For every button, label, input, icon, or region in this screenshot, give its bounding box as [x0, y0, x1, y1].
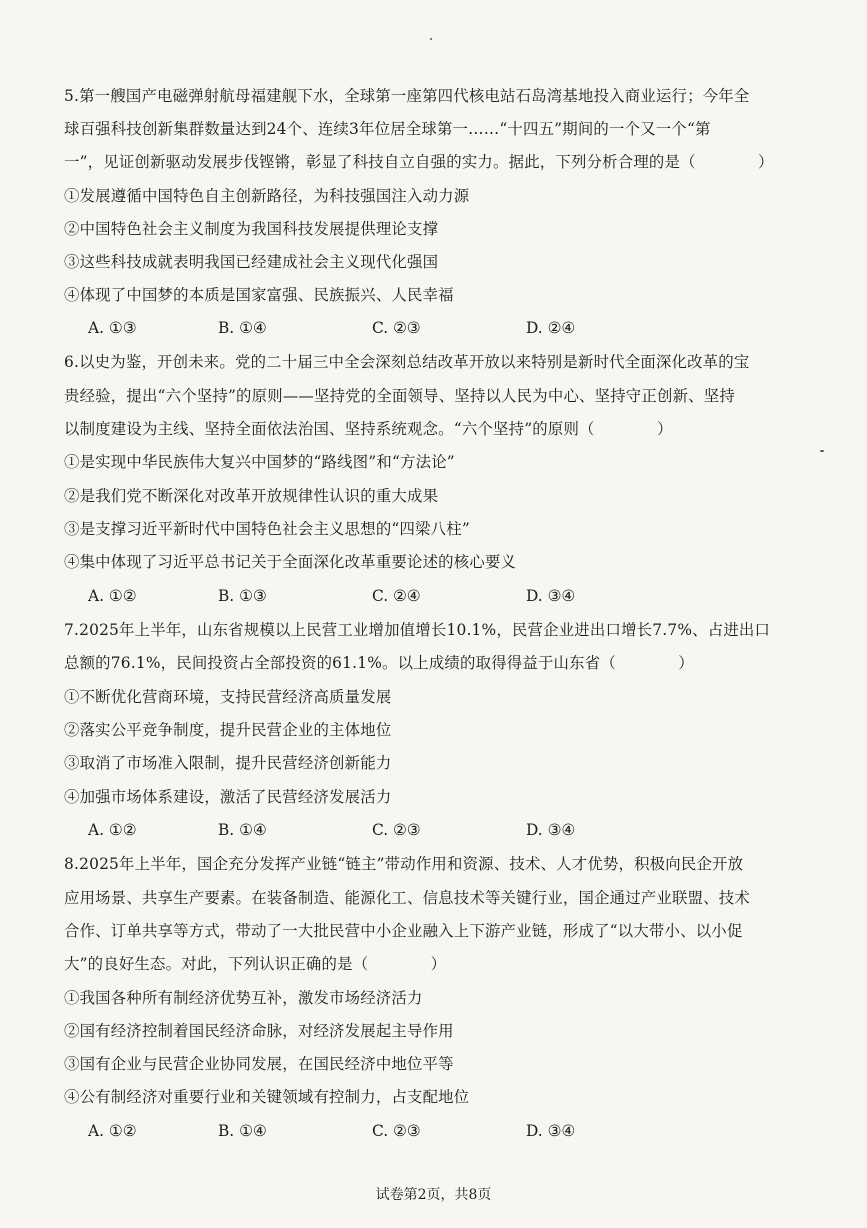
option-c: C. ②③ — [372, 319, 421, 337]
question-stem-line: 球百强科技创新集群数量达到24个、连续3年位居全球第一……“十四五”期间的一个又一个“第 — [64, 120, 711, 138]
question-stem-line: 以制度建设为主线、坚持全面依法治国、坚持系统观念。“六个坚持”的原则（ ） — [64, 420, 673, 438]
question-stem-line: 应用场景、共享生产要素。在装备制造、能源化工、信息技术等关键行业，国企通过产业联盟、技术 — [64, 889, 750, 907]
question-stem-line: 一”，见证创新驱动发展步伐铿锵，彰显了科技自立自强的实力。据此，下列分析合理的是（ ） — [64, 153, 774, 171]
statement: ②落实公平竞争制度，提升民营企业的主体地位 — [64, 721, 392, 739]
option-d: D. ②④ — [526, 319, 576, 337]
page-footer: 试卷第2页，共8页 — [375, 1187, 492, 1203]
question-stem-line: 5.第一艘国产电磁弹射航母福建舰下水，全球第一座第四代核电站石岛湾基地投入商业运行；今年全 — [64, 87, 750, 105]
statement: ①我国各种所有制经济优势互补，激发市场经济活力 — [64, 989, 423, 1007]
option-a: A. ①③ — [88, 319, 137, 337]
question-stem-line: 大”的良好生态。对此，下列认识正确的是（ ） — [64, 955, 447, 973]
statement: ④加强市场体系建设，激活了民营经济发展活力 — [64, 788, 392, 806]
question-stem-line: 总额的76.1%，民间投资占全部投资的61.1%。以上成绩的取得得益于山东省（ ） — [64, 654, 694, 672]
question-stem-line: 7.2025年上半年，山东省规模以上民营工业增加值增长10.1%，民营企业进出口增长7.7%、占进出口 — [64, 621, 771, 639]
option-d: D. ③④ — [526, 587, 576, 605]
statement: ③国有企业与民营企业协同发展，在国民经济中地位平等 — [64, 1055, 454, 1073]
option-a: A. ①② — [88, 587, 137, 605]
question-stem-line: 贵经验，提出“六个坚持”的原则——坚持党的全面领导、坚持以人民为中心、坚持守正创新、坚持 — [64, 387, 735, 405]
question-stem-line: 合作、订单共享等方式，带动了一大批民营中小企业融入上下游产业链，形成了“以大带小、以小促 — [64, 922, 743, 940]
scan-speck — [820, 450, 824, 452]
option-b: B. ①③ — [218, 587, 267, 605]
statement: ④体现了中国梦的本质是国家富强、民族振兴、人民幸福 — [64, 286, 454, 304]
option-a: A. ①② — [88, 1122, 137, 1140]
statement: ④公有制经济对重要行业和关键领域有控制力，占支配地位 — [64, 1088, 470, 1106]
statement: ①不断优化营商环境，支持民营经济高质量发展 — [64, 688, 392, 706]
statement: ④集中体现了习近平总书记关于全面深化改革重要论述的核心要义 — [64, 553, 517, 571]
option-c: C. ②④ — [372, 587, 421, 605]
statement: ②中国特色社会主义制度为我国科技发展提供理论支撑 — [64, 220, 439, 238]
statement: ②国有经济控制着国民经济命脉，对经济发展起主导作用 — [64, 1022, 454, 1040]
statement: ③这些科技成就表明我国已经建成社会主义现代化强国 — [64, 253, 439, 271]
statement: ①发展遵循中国特色自主创新路径，为科技强国注入动力源 — [64, 187, 470, 205]
scan-speck — [430, 38, 432, 40]
statement: ③取消了市场准入限制，提升民营经济创新能力 — [64, 754, 392, 772]
statement: ①是实现中华民族伟大复兴中国梦的“路线图”和“方法论” — [64, 453, 455, 471]
statement: ③是支撑习近平新时代中国特色社会主义思想的“四梁八柱” — [64, 520, 470, 538]
option-d: D. ③④ — [526, 1122, 576, 1140]
option-d: D. ③④ — [526, 821, 576, 839]
option-b: B. ①④ — [218, 319, 267, 337]
question-stem-line: 8.2025年上半年，国企充分发挥产业链“链主”带动作用和资源、技术、人才优势，积极向民企开放 — [64, 855, 744, 873]
question-stem-line: 6.以史为鉴，开创未来。党的二十届三中全会深刻总结改革开放以来特别是新时代全面深化改革的宝 — [64, 353, 750, 371]
statement: ②是我们党不断深化对改革开放规律性认识的重大成果 — [64, 487, 439, 505]
option-b: B. ①④ — [218, 1122, 267, 1140]
option-c: C. ②③ — [372, 821, 421, 839]
option-a: A. ①② — [88, 821, 137, 839]
option-b: B. ①④ — [218, 821, 267, 839]
option-c: C. ②③ — [372, 1122, 421, 1140]
